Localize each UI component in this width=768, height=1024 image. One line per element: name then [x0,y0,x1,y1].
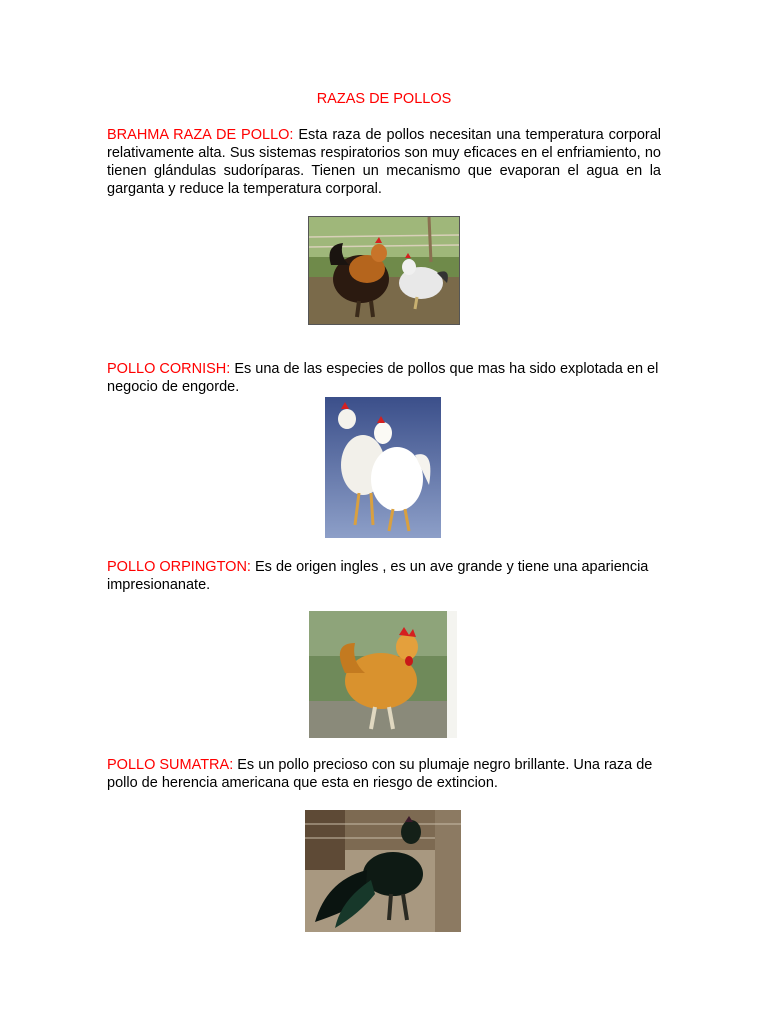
section-text: Es de origen ingles , es un ave grande y tiene una apariencia impresionanate. [107,559,649,593]
section-text: Es un pollo precioso con su plumaje negro brillante. Una raza de pollo de herencia americana que esta en riesgo de extincion. [107,757,653,791]
page-title: RAZAS DE POLLOS [316,91,452,107]
section-text: Esta raza de pollos necesitan una temperatura corporal relativamente alta. Sus sistemas respiratorios son muy eficaces en el enfriamiento, no tienen glándulas sudoríparas. Tienen un mecanismo que evaporan el agua en la garganta y reduce la temperatura corporal. [107,127,661,197]
section-label: BRAHMA RAZA DE POLLO: [107,127,294,143]
cornish-photo [325,397,441,538]
section-text: Es una de las especies de pollos que mas ha sido explotada en el negocio de engorde. [107,361,659,395]
section-label: POLLO ORPINGTON: [107,559,251,575]
orpington-photo [309,611,457,738]
section-cornish [107,360,661,396]
section-label: POLLO SUMATRA: [107,757,234,773]
section-orpington [107,558,661,594]
section-label: POLLO CORNISH: [107,361,231,377]
sumatra-photo [305,810,461,932]
section-sumatra [107,756,661,792]
brahma-photo [308,216,460,325]
section-brahma [107,126,661,198]
